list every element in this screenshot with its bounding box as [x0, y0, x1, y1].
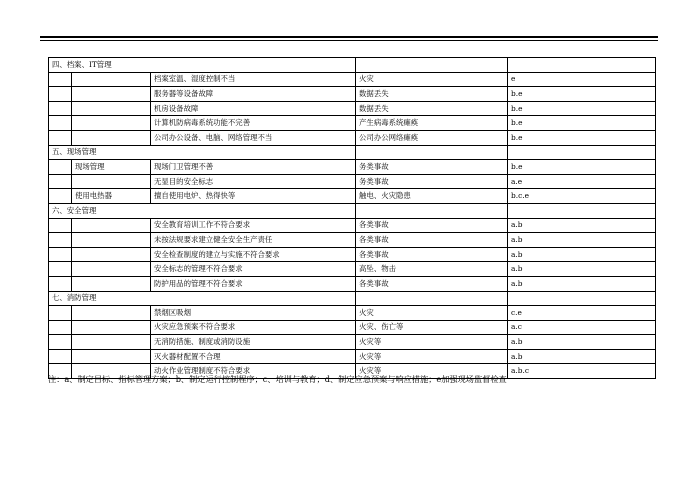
section-header-row	[49, 291, 656, 306]
activity-cell	[72, 116, 151, 131]
header-rule-thick	[40, 36, 658, 38]
indent-cell	[49, 276, 72, 291]
table-row	[49, 233, 656, 248]
table-row	[49, 349, 656, 364]
table-row	[49, 130, 656, 145]
table-row	[49, 335, 656, 350]
measures-cell: a.b	[508, 233, 656, 248]
measures-cell: a.b	[508, 335, 656, 350]
table-row	[49, 320, 656, 335]
risk-table	[48, 57, 656, 379]
section-title: 四、档案、IT管理	[49, 58, 356, 73]
indent-cell	[49, 174, 72, 189]
activity-cell	[72, 233, 151, 248]
indent-cell	[49, 189, 72, 204]
consequence-cell: 各类事故	[356, 276, 508, 291]
activity-cell: 现场管理	[72, 160, 151, 175]
consequence-cell: 火灾等	[356, 364, 508, 379]
table-row	[49, 276, 656, 291]
consequence-cell: 高坠、物击	[356, 262, 508, 277]
consequence-cell: 火灾	[356, 72, 508, 87]
measures-cell: b.e	[508, 160, 656, 175]
measures-cell: a.b	[508, 218, 656, 233]
consequence-cell: 各类事故	[356, 247, 508, 262]
indent-cell	[49, 101, 72, 116]
consequence-cell: 火灾	[356, 306, 508, 321]
indent-cell	[49, 160, 72, 175]
consequence-cell: 火灾、伤亡等	[356, 320, 508, 335]
consequence-cell: 务类事故	[356, 160, 508, 175]
indent-cell	[49, 306, 72, 321]
activity-cell	[72, 306, 151, 321]
indent-cell	[49, 349, 72, 364]
consequence-cell: 务类事故	[356, 174, 508, 189]
measures-cell: e	[508, 72, 656, 87]
table-row	[49, 247, 656, 262]
indent-cell	[49, 116, 72, 131]
section-empty-cell	[508, 291, 656, 306]
consequence-cell: 触电、火灾隐患	[356, 189, 508, 204]
table-row	[49, 174, 656, 189]
hazard-cell: 无显目的安全标志	[151, 174, 356, 189]
section-empty-cell	[356, 145, 508, 160]
hazard-cell: 计算机防病毒系统功能不完善	[151, 116, 356, 131]
consequence-cell: 火灾等	[356, 349, 508, 364]
measures-cell: b.e	[508, 130, 656, 145]
section-title: 七、消防管理	[49, 291, 356, 306]
footnote: 注：a、制定目标、指标管理方案；b、制定运行控制程序；c、培训与教育；d、制定应急预案与响应措施；e加强现场监督检查	[48, 374, 507, 384]
measures-cell: a.b	[508, 349, 656, 364]
hazard-cell: 机房设备故障	[151, 101, 356, 116]
section-title: 六、安全管理	[49, 203, 356, 218]
table-row	[49, 306, 656, 321]
table-row	[49, 116, 656, 131]
measures-cell: b.e	[508, 101, 656, 116]
indent-cell	[49, 72, 72, 87]
header-rule-thin	[40, 40, 658, 41]
indent-cell	[49, 130, 72, 145]
section-empty-cell	[356, 203, 508, 218]
measures-cell: b.c.e	[508, 189, 656, 204]
indent-cell	[49, 335, 72, 350]
hazard-cell: 安全教育培训工作不符合要求	[151, 218, 356, 233]
hazard-cell: 擅自使用电炉、热得快等	[151, 189, 356, 204]
section-header-row	[49, 58, 656, 73]
activity-cell	[72, 262, 151, 277]
hazard-cell: 防护用品的管理不符合要求	[151, 276, 356, 291]
table-row	[49, 262, 656, 277]
activity-cell	[72, 276, 151, 291]
activity-cell	[72, 72, 151, 87]
activity-cell	[72, 247, 151, 262]
section-empty-cell	[356, 291, 508, 306]
section-empty-cell	[508, 145, 656, 160]
section-empty-cell	[508, 58, 656, 73]
consequence-cell: 火灾等	[356, 335, 508, 350]
activity-cell	[72, 335, 151, 350]
consequence-cell: 产生病毒系统瘫痪	[356, 116, 508, 131]
hazard-cell: 火灾应急预案不符合要求	[151, 320, 356, 335]
table-row	[49, 189, 656, 204]
activity-cell: 使用电热器	[72, 189, 151, 204]
table-row	[49, 160, 656, 175]
section-header-row	[49, 203, 656, 218]
table-row	[49, 218, 656, 233]
consequence-cell: 各类事故	[356, 218, 508, 233]
hazard-cell: 服务器等设备故障	[151, 87, 356, 102]
activity-cell	[72, 218, 151, 233]
section-title: 五、现场管理	[49, 145, 356, 160]
indent-cell	[49, 87, 72, 102]
measures-cell: a.e	[508, 174, 656, 189]
measures-cell: a.b	[508, 262, 656, 277]
consequence-cell: 公司办公网络瘫痪	[356, 130, 508, 145]
activity-cell	[72, 87, 151, 102]
measures-cell: a.c	[508, 320, 656, 335]
indent-cell	[49, 218, 72, 233]
indent-cell	[49, 233, 72, 248]
hazard-cell: 禁烟区吸烟	[151, 306, 356, 321]
measures-cell: a.b	[508, 276, 656, 291]
activity-cell	[72, 320, 151, 335]
table-row	[49, 101, 656, 116]
table-row	[49, 87, 656, 102]
measures-cell: a.b	[508, 247, 656, 262]
hazard-cell: 安全标志的管理不符合要求	[151, 262, 356, 277]
hazard-cell: 公司办公设备、电脑、网络管理不当	[151, 130, 356, 145]
table-row	[49, 72, 656, 87]
section-header-row	[49, 145, 656, 160]
indent-cell	[49, 320, 72, 335]
indent-cell	[49, 247, 72, 262]
hazard-cell: 安全检查制度的建立与实施不符合要求	[151, 247, 356, 262]
hazard-cell: 现场门卫管理不善	[151, 160, 356, 175]
hazard-cell: 档案室温、湿度控制不当	[151, 72, 356, 87]
indent-cell	[49, 262, 72, 277]
consequence-cell: 各类事故	[356, 233, 508, 248]
activity-cell	[72, 130, 151, 145]
activity-cell	[72, 174, 151, 189]
activity-cell	[72, 101, 151, 116]
hazard-cell: 动火作业管理制度不符合要求	[151, 364, 356, 379]
hazard-cell: 未按法规要求建立健全安全生产责任	[151, 233, 356, 248]
section-empty-cell	[508, 203, 656, 218]
measures-cell: a.b.c	[508, 364, 656, 379]
measures-cell: c.e	[508, 306, 656, 321]
hazard-cell: 无消防措施、制度或消防设施	[151, 335, 356, 350]
activity-cell	[72, 349, 151, 364]
risk-table-body	[49, 58, 656, 379]
consequence-cell: 数据丢失	[356, 101, 508, 116]
hazard-cell: 灭火器材配置不合理	[151, 349, 356, 364]
consequence-cell: 数据丢失	[356, 87, 508, 102]
section-empty-cell	[356, 58, 508, 73]
measures-cell: b.e	[508, 87, 656, 102]
measures-cell: b.e	[508, 116, 656, 131]
